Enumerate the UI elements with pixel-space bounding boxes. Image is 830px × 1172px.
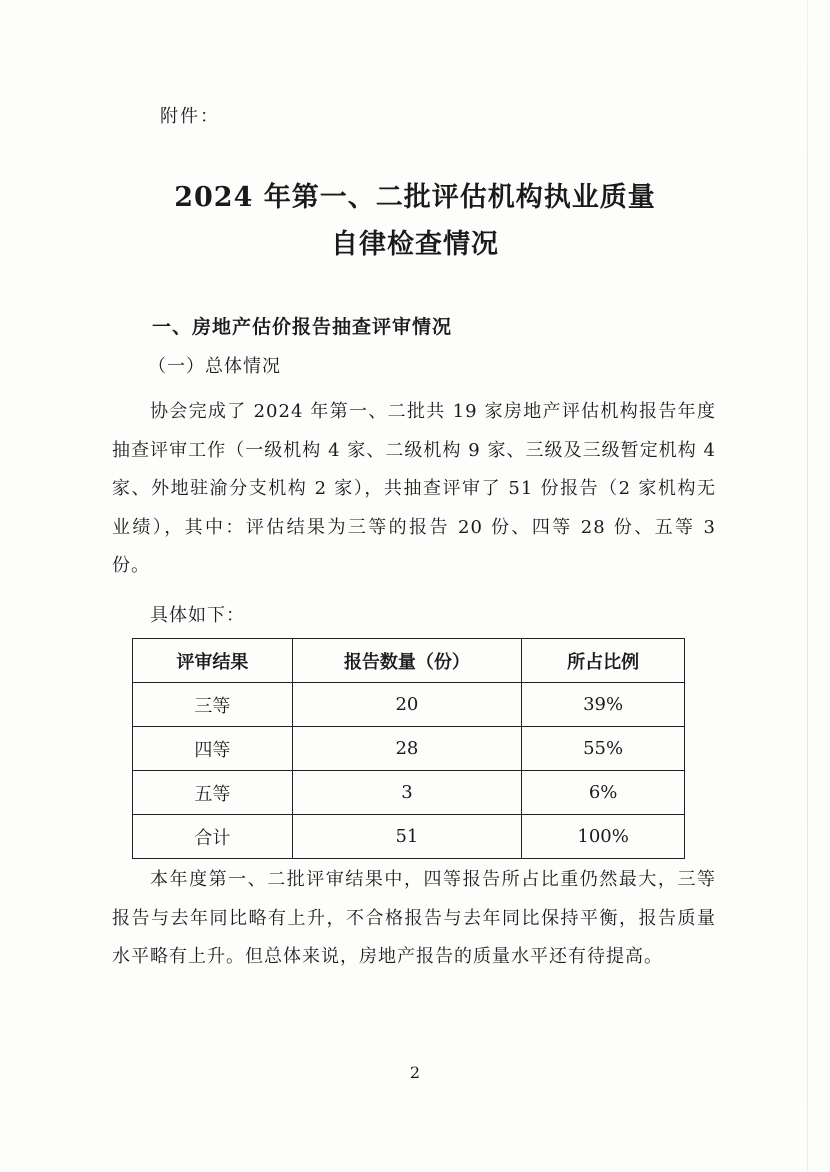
analysis-paragraph: 本年度第一、二批评审结果中，四等报告所占比重仍然最大，三等报告与去年同比略有上升，不合格报告与去年同比保持平衡，报告质量水平略有上升。但总体来说，房地产报告的质量水平还有待提高。	[112, 869, 716, 967]
cell-ratio: 100%	[522, 815, 685, 859]
review-results-table	[132, 638, 685, 859]
table-row	[133, 771, 685, 815]
cell-ratio: 55%	[522, 727, 685, 771]
page-number: 2	[409, 1063, 421, 1082]
cell-count: 20	[292, 683, 522, 727]
header-result: 评审结果	[133, 639, 293, 683]
overview-paragraph: 协会完成了 2024 年第一、二批共 19 家房地产评估机构报告年度抽查评审工作（一级机构 4 家、二级机构 9 家、三级及三级暂定机构 4 家、外地驻渝分支机构 2 家），共抽查评审了 51 份报告（2 家机构无业绩），其中：评估结果为三等的报告 20 份、四等 28 份、五等 3 份。	[112, 401, 716, 576]
cell-result: 五等	[133, 771, 293, 815]
table-row	[133, 683, 685, 727]
cell-count: 51	[292, 815, 522, 859]
cell-ratio: 6%	[522, 771, 685, 815]
cell-result: 合计	[133, 815, 293, 859]
document-title-line-1: 2024 年第一、二批评估机构执业质量	[174, 182, 656, 213]
section-heading: 一、房地产估价报告抽查评审情况	[152, 316, 453, 338]
table-header-row	[133, 639, 685, 683]
table-row	[133, 727, 685, 771]
table-row-total	[133, 815, 685, 859]
header-count: 报告数量（份）	[292, 639, 522, 683]
cell-count: 3	[292, 771, 522, 815]
cell-ratio: 39%	[522, 683, 685, 727]
document-title-line-2: 自律检查情况	[331, 229, 499, 260]
table-intro: 具体如下：	[150, 605, 245, 626]
cell-result: 三等	[133, 683, 293, 727]
cell-count: 28	[292, 727, 522, 771]
section-subheading: （一）总体情况	[148, 356, 281, 377]
cell-result: 四等	[133, 727, 293, 771]
attachment-label: 附件：	[160, 106, 220, 127]
header-ratio: 所占比例	[522, 639, 685, 683]
